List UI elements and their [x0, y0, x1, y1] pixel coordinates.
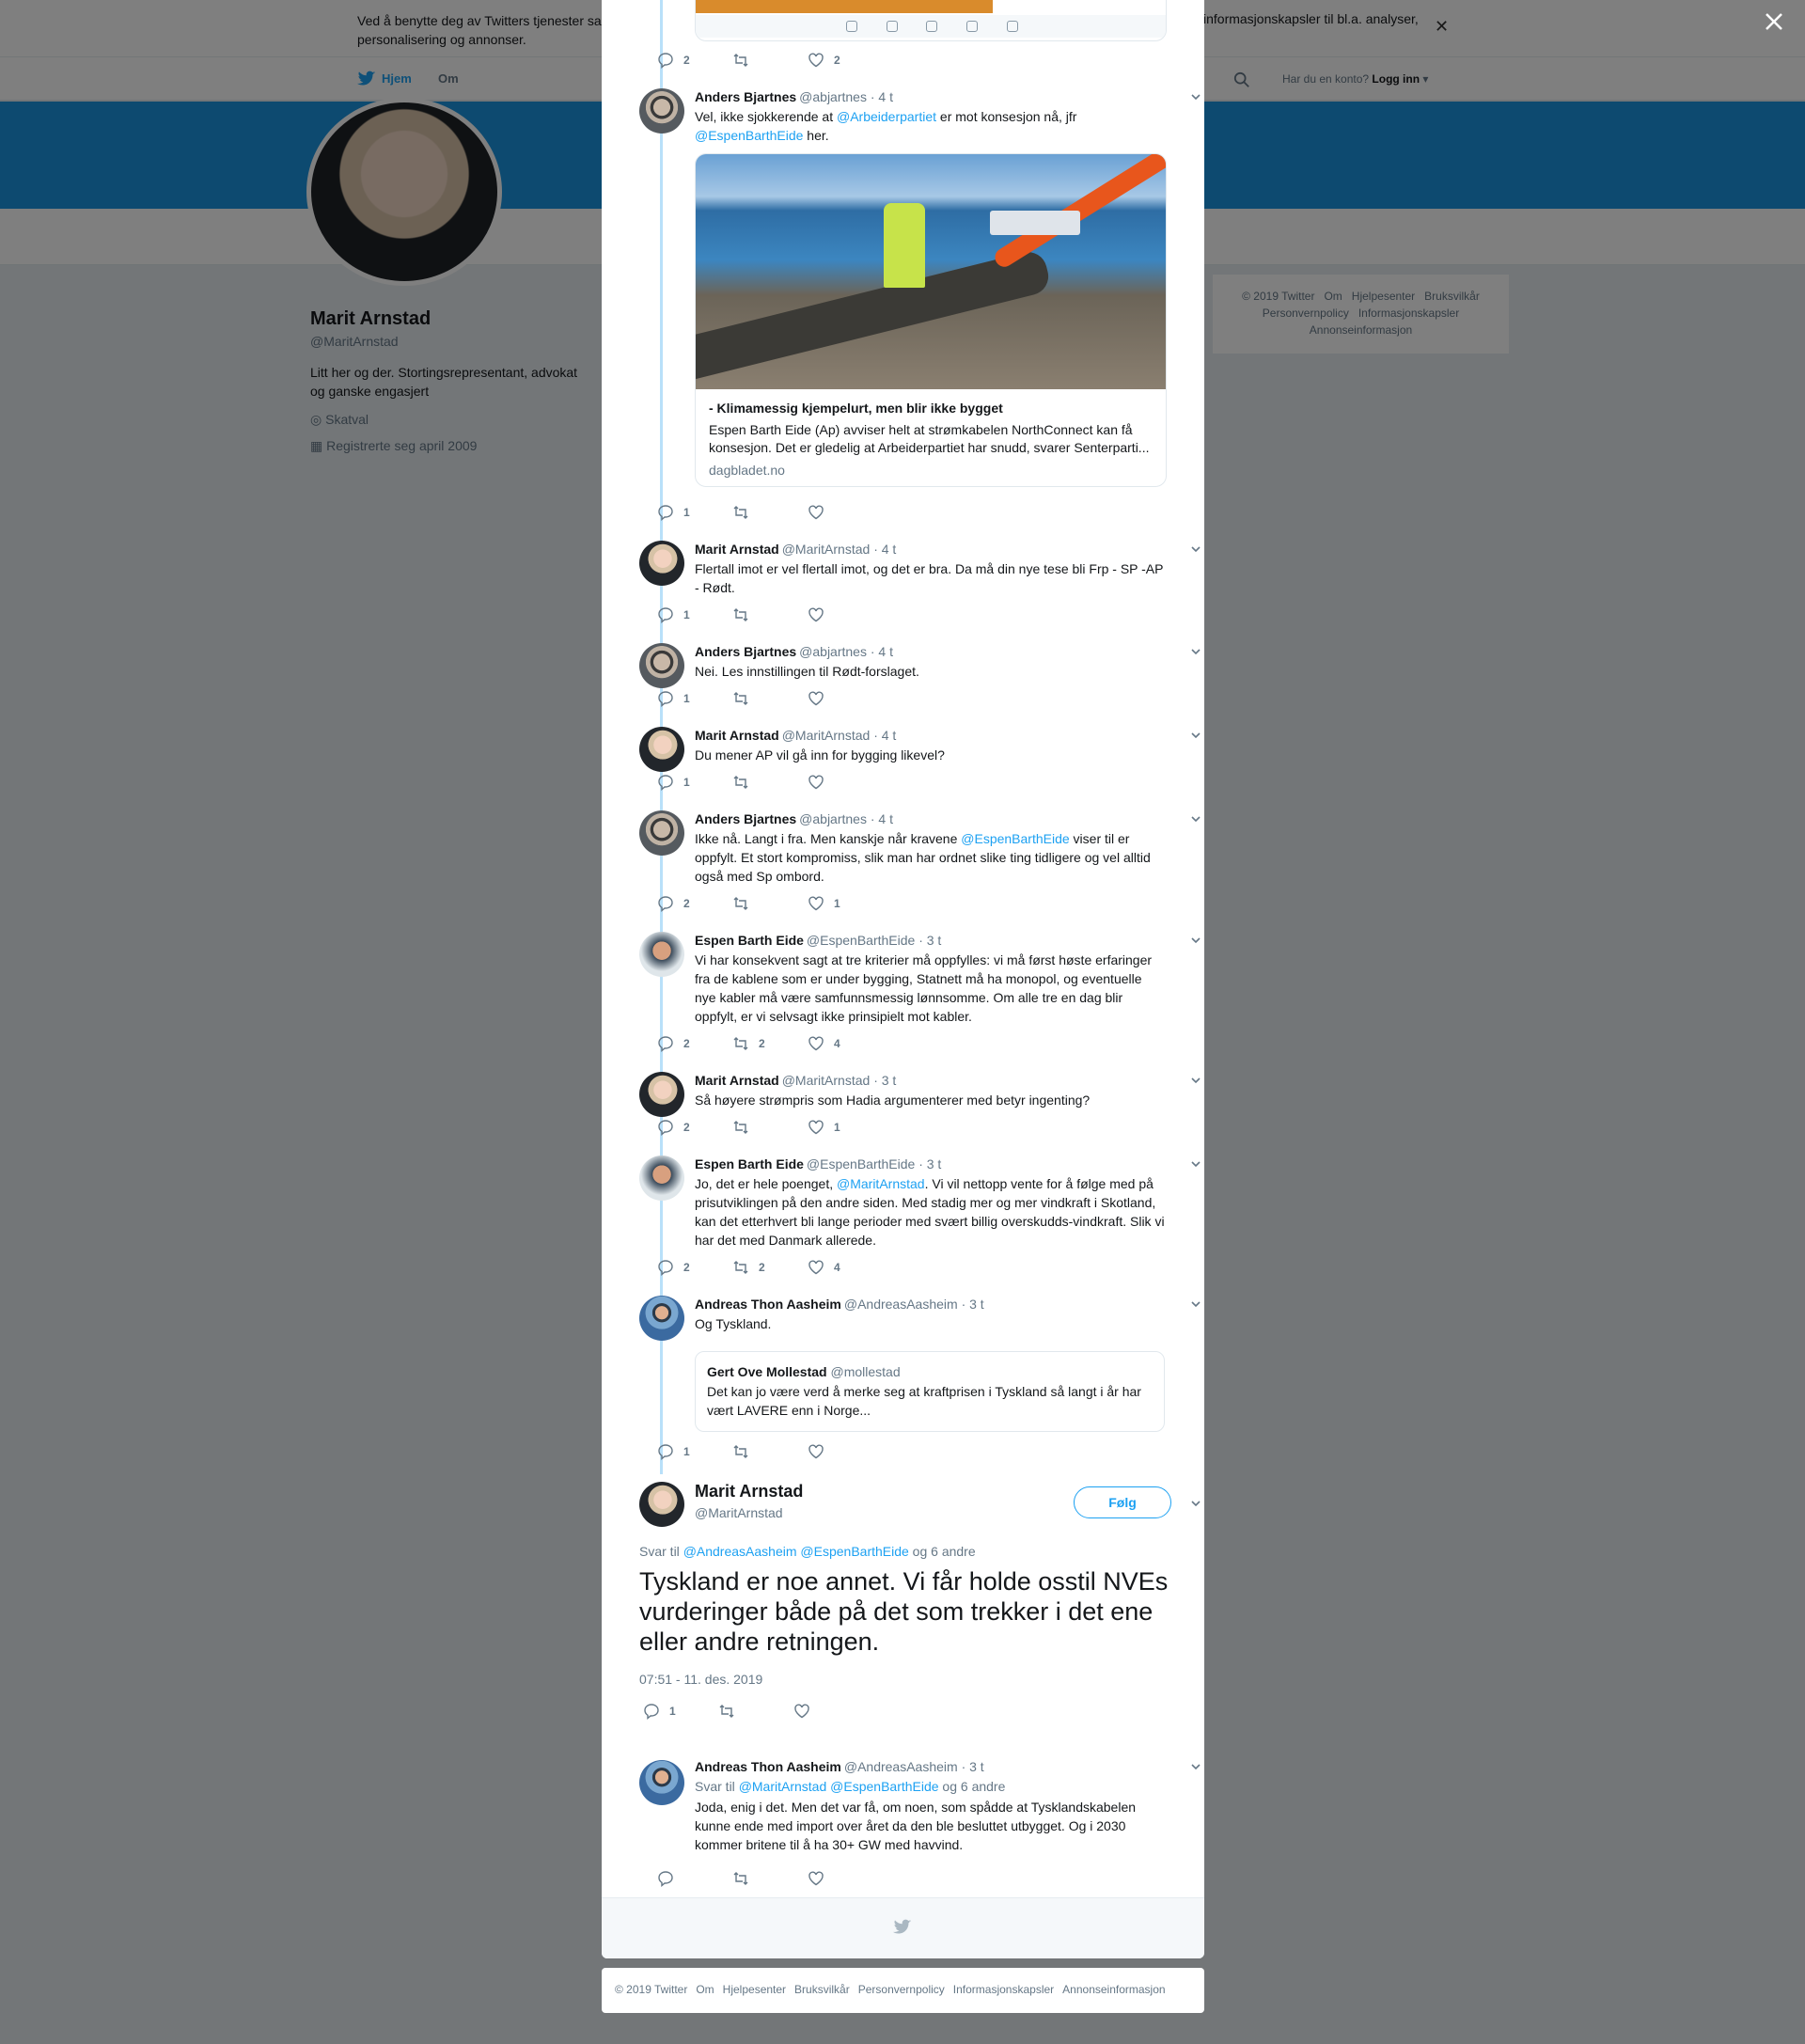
author-handle[interactable]: @abjartnes [799, 811, 867, 826]
quoted-text: Det kan jo være verd å merke seg at kraftprisen i Tyskland så langt i år har vært LAVERE enn i Norge... [707, 1384, 1141, 1418]
author-handle[interactable]: @EspenBarthEide [806, 1156, 916, 1171]
follow-button[interactable]: Følg [1074, 1486, 1171, 1518]
timestamp[interactable]: · 4 t [870, 811, 893, 826]
timestamp[interactable]: · 4 t [873, 728, 897, 743]
card-message-icon [926, 21, 937, 32]
chevron-down-icon[interactable] [1190, 1761, 1201, 1772]
twitter-bird-icon [893, 1918, 912, 1937]
retweet-icon [732, 1870, 749, 1887]
tweet-modal [602, 0, 1204, 1958]
reply-icon [657, 1443, 674, 1460]
card-bell-icon [966, 21, 978, 32]
retweet-icon [732, 1119, 749, 1136]
link-card[interactable] [695, 153, 1167, 487]
author-name[interactable]: Marit Arnstad [695, 728, 779, 743]
timestamp[interactable]: · 3 t [961, 1759, 984, 1774]
reply-button[interactable]: 1 [657, 1443, 690, 1460]
reply-icon [657, 1035, 674, 1052]
timestamp[interactable]: · 3 t [918, 1156, 942, 1171]
retweet-icon [732, 1259, 749, 1276]
tweet-text: Så høyere strømpris som Hadia argumenterer med betyr ingenting? [695, 1093, 1091, 1108]
retweet-button[interactable] [732, 690, 759, 707]
footer-privacy[interactable]: Personvernpolicy [857, 1983, 945, 1996]
chevron-down-icon[interactable] [1190, 1158, 1201, 1170]
like-button[interactable] [808, 1870, 834, 1887]
retweet-button[interactable] [732, 52, 759, 69]
tweet-text: Vel, ikke sjokkerende at @Arbeiderpartiet er mot konsesjon nå, jfr @EspenBarthEide her. [695, 109, 1077, 143]
tweet-text: Joda, enig i det. Men det var få, om noen, som spådde at Tysklandskabelen kunne ende med import over året da den ble besluttet utbygget. Og i 2030 kommer britene til å ha 30+ GW med havvind. [695, 1800, 1137, 1852]
reply-icon [657, 606, 674, 623]
reply-context: Svar til @AndreasAasheim @EspenBarthEide og 6 andre [639, 1544, 976, 1559]
main-tweet-text: Tyskland er noe annet. Vi får holde osstil NVEs vurderinger både på det som trekker i det ene eller andre retningen. [639, 1567, 1169, 1656]
reply-icon [657, 690, 674, 707]
heart-icon [808, 1119, 824, 1136]
quoted-tweet[interactable] [695, 1351, 1165, 1432]
heart-icon [808, 52, 824, 69]
retweet-button[interactable] [732, 895, 759, 912]
avatar[interactable] [639, 1156, 684, 1201]
card-image [696, 154, 1166, 389]
author-name[interactable]: Marit Arnstad [695, 1482, 804, 1501]
mention-link[interactable]: @EspenBarthEide [800, 1544, 909, 1559]
avatar[interactable] [639, 1760, 684, 1805]
like-button[interactable] [808, 504, 834, 521]
heart-icon [808, 690, 824, 707]
card-app-icon [846, 21, 857, 32]
avatar[interactable] [639, 643, 684, 688]
retweet-icon [732, 1443, 749, 1460]
author-handle[interactable]: @abjartnes [799, 644, 867, 659]
mention-link[interactable]: @Arbeiderpartiet [836, 109, 937, 124]
retweet-icon [718, 1703, 735, 1720]
main-tweet-date[interactable]: 07:51 - 11. des. 2019 [639, 1672, 763, 1687]
chevron-down-icon[interactable] [1190, 1298, 1201, 1310]
retweet-icon [732, 895, 749, 912]
previous-tweet-card[interactable] [695, 0, 1167, 41]
avatar[interactable] [639, 932, 684, 977]
chevron-down-icon[interactable] [1190, 543, 1201, 555]
retweet-button[interactable] [732, 1443, 759, 1460]
footer-cookies[interactable]: Informasjonskapsler [952, 1983, 1055, 1996]
author-handle[interactable]: @abjartnes [799, 89, 867, 104]
author-name[interactable]: Andreas Thon Aasheim [695, 1759, 841, 1774]
retweet-button[interactable] [732, 1119, 759, 1136]
reply-icon [657, 895, 674, 912]
tweet-text: Og Tyskland. [695, 1316, 772, 1331]
tweet-text: Nei. Les innstillingen til Rødt-forslaget. [695, 664, 919, 679]
like-button[interactable]: 4 [808, 1259, 840, 1276]
retweet-button[interactable] [732, 1870, 759, 1887]
card-image-strip [696, 0, 993, 13]
avatar[interactable] [639, 1482, 684, 1527]
like-button[interactable] [808, 606, 834, 623]
author-name[interactable]: Anders Bjartnes [695, 644, 797, 659]
reply-button[interactable] [657, 1870, 683, 1887]
author-handle[interactable]: @AndreasAasheim [843, 1297, 958, 1312]
heart-icon [808, 1443, 824, 1460]
heart-icon [808, 895, 824, 912]
like-button[interactable] [808, 1443, 834, 1460]
retweet-icon [732, 52, 749, 69]
reply-button[interactable]: 1 [643, 1703, 676, 1720]
footer-ads[interactable]: Annonseinformasjon [1062, 1983, 1166, 1996]
like-button[interactable]: 4 [808, 1035, 840, 1052]
retweet-icon [732, 774, 749, 791]
heart-icon [808, 1035, 824, 1052]
avatar[interactable] [639, 1072, 684, 1117]
tweet-text: Flertall imot er vel flertall imot, og det er bra. Da må din nye tese bli Frp - SP -AP - Rødt. [695, 561, 1164, 595]
reply-icon [657, 52, 674, 69]
reply-button[interactable]: 2 [657, 1035, 690, 1052]
reply-button[interactable]: 2 [657, 1259, 690, 1276]
author-handle[interactable]: @MaritArnstad [781, 728, 871, 743]
timestamp[interactable]: · 3 t [873, 1073, 897, 1088]
chevron-down-icon[interactable] [1190, 91, 1201, 102]
author-handle[interactable]: @AndreasAasheim [843, 1759, 958, 1774]
retweet-icon [732, 690, 749, 707]
avatar[interactable] [639, 810, 684, 856]
reply-icon [657, 504, 674, 521]
author-handle[interactable]: @MaritArnstad [781, 542, 871, 557]
chevron-down-icon[interactable] [1190, 935, 1201, 946]
author-name[interactable]: Marit Arnstad [695, 1073, 779, 1088]
heart-icon [808, 1870, 824, 1887]
reply-icon [657, 1119, 674, 1136]
timestamp[interactable]: · 4 t [870, 89, 893, 104]
author-handle[interactable]: @MaritArnstad [781, 1073, 871, 1088]
author-handle[interactable]: @EspenBarthEide [806, 933, 916, 948]
reply-button[interactable]: 2 [657, 52, 690, 69]
retweet-icon [732, 504, 749, 521]
heart-icon [808, 774, 824, 791]
timestamp[interactable]: · 4 t [870, 644, 893, 659]
footer-about[interactable]: Om [696, 1983, 714, 1996]
card-description: Espen Barth Eide (Ap) avviser helt at strømkabelen NorthConnect kan få konsesjon. Det er gledelig at Arbeiderpartiet har snudd, svarer Senterparti... [709, 422, 1150, 455]
avatar[interactable] [639, 1296, 684, 1341]
like-button[interactable]: 2 [808, 52, 840, 69]
modal-footer [602, 1897, 1204, 1958]
author-name[interactable]: Anders Bjartnes [695, 89, 797, 104]
card-people-icon [887, 21, 898, 32]
mention-link[interactable]: @MaritArnstad [738, 1779, 827, 1794]
quoted-author-handle: @mollestad [830, 1364, 901, 1379]
card-menu-icon [1007, 21, 1018, 32]
retweet-button[interactable] [732, 774, 759, 791]
avatar[interactable] [639, 727, 684, 772]
footer-copyright: © 2019 Twitter [615, 1983, 688, 1996]
heart-icon [808, 1259, 824, 1276]
like-button[interactable] [808, 690, 834, 707]
avatar[interactable] [639, 88, 684, 134]
avatar[interactable] [639, 541, 684, 586]
tweet-text: Jo, det er hele poenget, @MaritArnstad. Vi vil nettopp vente for å følge med på prisutviklingen på den andre siden. Med stadig mer og mer vindkraft i Skotland, kan det etterhvert bli lange perioder med svært billig overskudds-vindkraft. Slik vi har det med Danmark allerede. [695, 1176, 1165, 1248]
mention-link[interactable]: @MaritArnstad [837, 1176, 925, 1191]
chevron-down-icon[interactable] [1190, 1075, 1201, 1086]
timestamp[interactable]: · 4 t [873, 542, 897, 557]
reply-context: Svar til @MaritArnstad @EspenBarthEide og 6 andre [695, 1779, 1006, 1794]
like-button[interactable] [808, 774, 834, 791]
heart-icon [808, 504, 824, 521]
close-icon[interactable] [1764, 11, 1784, 32]
tweet-text: Vi har konsekvent sagt at tre kriterier må oppfylles: vi må først høste erfaringer fra de kablene som er under bygging, Statnett må ha monopol, og eventuelle nye kabler må være samfunnsmessig lønnsomme. Om alle tre en dag blir oppfylt, er vi selvsagt ikke prinsipielt mot kabler. [695, 952, 1153, 1024]
card-domain: dagbladet.no [709, 463, 785, 478]
card-title: - Klimamessig kjempelurt, men blir ikke bygget [709, 401, 1003, 416]
author-name[interactable]: Espen Barth Eide [695, 1156, 804, 1171]
mention-link[interactable]: @EspenBarthEide [695, 128, 804, 143]
retweet-icon [732, 606, 749, 623]
reply-button[interactable]: 2 [657, 1119, 690, 1136]
reply-button[interactable]: 1 [657, 774, 690, 791]
chevron-down-icon[interactable] [1190, 646, 1201, 657]
quoted-author-name: Gert Ove Mollestad [707, 1364, 827, 1379]
footer-help[interactable]: Hjelpesenter [722, 1983, 787, 1996]
timestamp[interactable]: · 3 t [961, 1297, 984, 1312]
like-button[interactable]: 1 [808, 895, 840, 912]
heart-icon [793, 1703, 810, 1720]
footer-terms[interactable]: Bruksvilkår [794, 1983, 850, 1996]
retweet-button[interactable] [718, 1703, 745, 1720]
tweet-text: Du mener AP vil gå inn for bygging likevel? [695, 747, 945, 763]
reply-icon [657, 1870, 674, 1887]
author-name[interactable]: Andreas Thon Aasheim [695, 1297, 841, 1312]
retweet-button[interactable]: 2 [732, 1259, 765, 1276]
author-name[interactable]: Anders Bjartnes [695, 811, 797, 826]
timestamp[interactable]: · 3 t [918, 933, 942, 948]
like-button[interactable]: 1 [808, 1119, 840, 1136]
author-handle[interactable]: @MaritArnstad [695, 1505, 783, 1520]
author-name[interactable]: Espen Barth Eide [695, 933, 804, 948]
heart-icon [808, 606, 824, 623]
retweet-button[interactable] [732, 606, 759, 623]
mention-link[interactable]: @EspenBarthEide [830, 1779, 939, 1794]
chevron-down-icon[interactable] [1190, 1498, 1201, 1509]
reply-button[interactable]: 1 [657, 606, 690, 623]
reply-icon [657, 774, 674, 791]
retweet-icon [732, 1035, 749, 1052]
reply-button[interactable]: 1 [657, 504, 690, 521]
like-button[interactable] [793, 1703, 820, 1720]
reply-button[interactable]: 1 [657, 690, 690, 707]
reply-button[interactable]: 2 [657, 895, 690, 912]
tweet-text: Ikke nå. Langt i fra. Men kanskje når kravene @EspenBarthEide viser til er oppfylt. Et stort kompromiss, slik man har ordnet slike ting tidligere og vel alltid også med Sp ombord. [695, 831, 1151, 884]
retweet-button[interactable] [732, 504, 759, 521]
retweet-button[interactable]: 2 [732, 1035, 765, 1052]
reply-icon [643, 1703, 660, 1720]
page-footer [602, 1968, 1204, 2013]
chevron-down-icon[interactable] [1190, 813, 1201, 825]
reply-icon [657, 1259, 674, 1276]
chevron-down-icon[interactable] [1190, 730, 1201, 741]
author-name[interactable]: Marit Arnstad [695, 542, 779, 557]
mention-link[interactable]: @EspenBarthEide [961, 831, 1070, 846]
mention-link[interactable]: @AndreasAasheim [683, 1544, 797, 1559]
